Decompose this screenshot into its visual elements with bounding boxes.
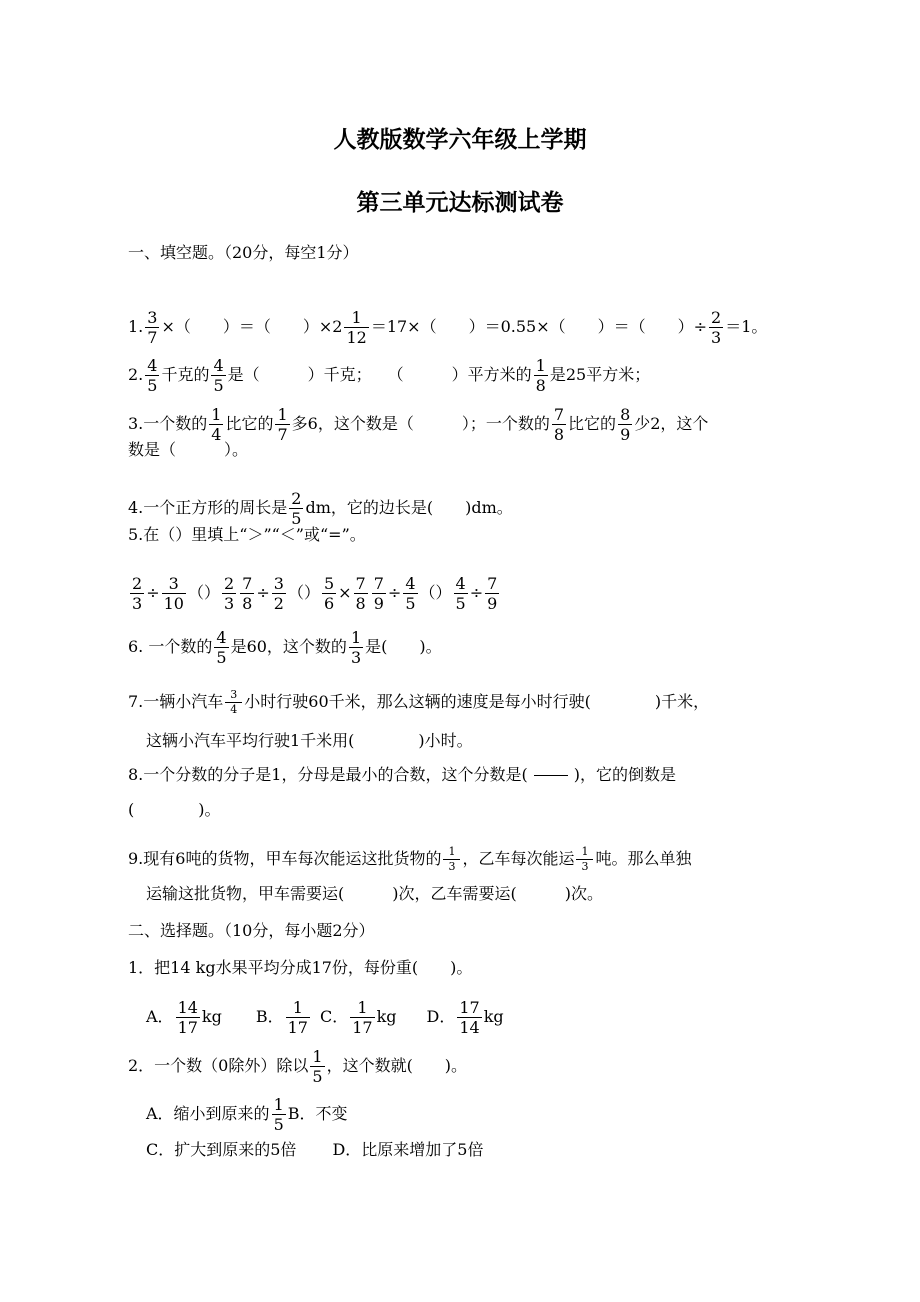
fraction: $\frac{1}{8}$ [535, 356, 546, 395]
question-text: 一个分数的分子是1，分母是最小的合数，这个分数是( [143, 765, 528, 784]
fraction: $\frac{3}{2}$ [273, 574, 284, 613]
question-text: 吨。那么单独 [595, 849, 692, 868]
fraction: $\frac{1}{17}$ [287, 998, 308, 1037]
fraction: $\frac{1}{4}$ [211, 405, 222, 444]
question-4 [128, 489, 513, 528]
fraction: $\frac{7}{8}$ [242, 574, 253, 613]
question-text: 2．一个数（0除外）除以 [128, 1056, 309, 1075]
option-text: A．缩小到原来的 [146, 1104, 270, 1123]
option-text: D．比原来增加了5倍 [332, 1140, 484, 1159]
fraction: $\frac{7}{9}$ [487, 574, 498, 613]
fraction: $\frac{8}{9}$ [620, 405, 631, 444]
question-9-line-2: 运输这批货物，甲车需要运( )次，乙车需要运( )次。 [146, 884, 603, 903]
question-text: 一个数的 [143, 414, 208, 433]
fraction: $\frac{1}{3}$ [576, 845, 593, 874]
question-number: 4. [128, 498, 144, 517]
question-text: dm，它的边长是( )dm。 [305, 498, 513, 517]
question-text: 比它的 [225, 414, 274, 433]
answer-blank: （） [419, 583, 452, 602]
choice-question-2 [128, 1047, 467, 1086]
question-text: )，它的倒数是 [573, 765, 676, 784]
fraction: $\frac{1}{12}$ [346, 308, 367, 347]
question-5-comparisons [128, 574, 501, 613]
question-1 [128, 308, 767, 347]
question-3 [128, 405, 708, 444]
option-text: C．扩大到原来的5倍 [146, 1140, 297, 1159]
question-8-line-2: ( )。 [128, 800, 221, 819]
question-number: 8. [128, 765, 144, 784]
question-text: ×（ ）＝（ ）×2 [161, 317, 343, 336]
question-text: ＝17×（ ）＝0.55×（ ）＝（ ）÷ [370, 317, 708, 336]
option-label: D． [426, 1007, 456, 1026]
fraction: $\frac{7}{8}$ [553, 405, 565, 444]
fraction: $\frac{4}{5}$ [216, 628, 227, 667]
question-text: 一辆小汽车 [143, 692, 224, 711]
answer-blank: （） [187, 583, 220, 602]
unit: kg [376, 1007, 397, 1026]
question-text: ，这个数就( )。 [326, 1056, 468, 1075]
unit: kg [483, 1007, 504, 1026]
operator: ÷ [256, 583, 270, 602]
question-number: 7. [128, 692, 144, 711]
operator: ÷ [469, 583, 484, 602]
fraction: $\frac{2}{3}$ [711, 308, 722, 347]
question-number: 2. [128, 365, 144, 384]
question-7-line-2: 这辆小汽车平均行驶1千米用( )小时。 [146, 731, 473, 750]
fraction: $\frac{3}{4}$ [225, 688, 242, 717]
choice-question-1-options [146, 998, 504, 1037]
question-text: ，乙车每次能运 [462, 849, 575, 868]
fraction: $\frac{2}{3}$ [223, 574, 235, 613]
question-text: 是25平方米； [549, 365, 651, 384]
option-label: A． [146, 1007, 174, 1026]
fraction: $\frac{3}{7}$ [147, 308, 158, 347]
fraction: $\frac{4}{5}$ [405, 574, 416, 613]
choice-question-1: 1．把14 kg水果平均分成17份，每份重( )。 [128, 958, 473, 977]
fraction: $\frac{1}{17}$ [352, 998, 373, 1037]
question-text: ＝1。 [725, 317, 768, 336]
question-text: 少2，这个 [634, 414, 709, 433]
question-7 [128, 688, 709, 717]
question-text: 一个数的 [148, 637, 213, 656]
question-text: 是（ ）千克； （ ）平方米的 [227, 365, 532, 384]
section-2-heading: 二、选择题。（10分，每小题2分） [128, 921, 375, 940]
option-text: B．不变 [287, 1104, 348, 1123]
choice-question-2-options-ab [146, 1095, 348, 1134]
question-number: 9. [128, 849, 144, 868]
question-number: 1. [128, 317, 144, 336]
question-6 [128, 628, 442, 667]
fraction: $\frac{1}{5}$ [312, 1047, 323, 1086]
section-1-heading: 一、填空题。（20分，每空1分） [128, 243, 359, 262]
fraction: $\frac{1}{7}$ [277, 405, 288, 444]
question-text: 多6，这个数是（ ）；一个数的 [291, 414, 550, 433]
question-3-line-2: 数是（ ）。 [128, 440, 249, 459]
title-line-2: 第三单元达标测试卷 [356, 189, 564, 216]
question-text: 小时行驶60千米，那么这辆的速度是每小时行驶( )千米， [244, 692, 710, 711]
fraction: $\frac{2}{5}$ [291, 489, 302, 528]
fraction: $\frac{1}{3}$ [443, 845, 460, 874]
unit: kg [201, 1007, 222, 1026]
question-number: 6. [128, 637, 144, 656]
operator: × [338, 583, 352, 602]
fraction: $\frac{4}{5}$ [455, 574, 466, 613]
option-label: B． [255, 1007, 284, 1026]
fraction: $\frac{4}{5}$ [213, 356, 224, 395]
fraction: $\frac{4}{5}$ [147, 356, 158, 395]
question-2 [128, 356, 650, 395]
answer-blank: （） [287, 583, 320, 602]
question-text: 是60，这个数的 [230, 637, 347, 656]
fraction: $\frac{1}{3}$ [350, 628, 362, 667]
option-label: C． [319, 1007, 349, 1026]
question-text: 千克的 [161, 365, 210, 384]
fraction: $\frac{2}{3}$ [132, 574, 143, 613]
question-text: 现有6吨的货物，甲车每次能运这批货物的 [143, 849, 442, 868]
fraction: $\frac{7}{8}$ [355, 574, 366, 613]
fraction: $\frac{17}{14}$ [459, 998, 480, 1037]
choice-question-2-options-cd [146, 1140, 483, 1160]
fraction: $\frac{1}{5}$ [273, 1095, 284, 1134]
fraction: $\frac{3}{10}$ [163, 574, 184, 613]
question-5: 5.在（）里填上“＞”“＜”或“=”。 [128, 525, 366, 544]
fraction: $\frac{5}{6}$ [323, 574, 335, 613]
fraction: $\frac{14}{17}$ [177, 998, 198, 1037]
operator: ÷ [387, 583, 402, 602]
question-text: 一个正方形的周长是 [143, 498, 288, 517]
title-line-1: 人教版数学六年级上学期 [333, 126, 587, 153]
fraction: $\frac{7}{9}$ [373, 574, 384, 613]
question-8 [128, 765, 676, 785]
question-9 [128, 845, 691, 874]
question-number: 3. [128, 414, 144, 433]
question-text: 是( )。 [365, 637, 442, 656]
question-text: 比它的 [568, 414, 617, 433]
fraction-blank-line [534, 775, 568, 776]
operator: ÷ [146, 583, 160, 602]
